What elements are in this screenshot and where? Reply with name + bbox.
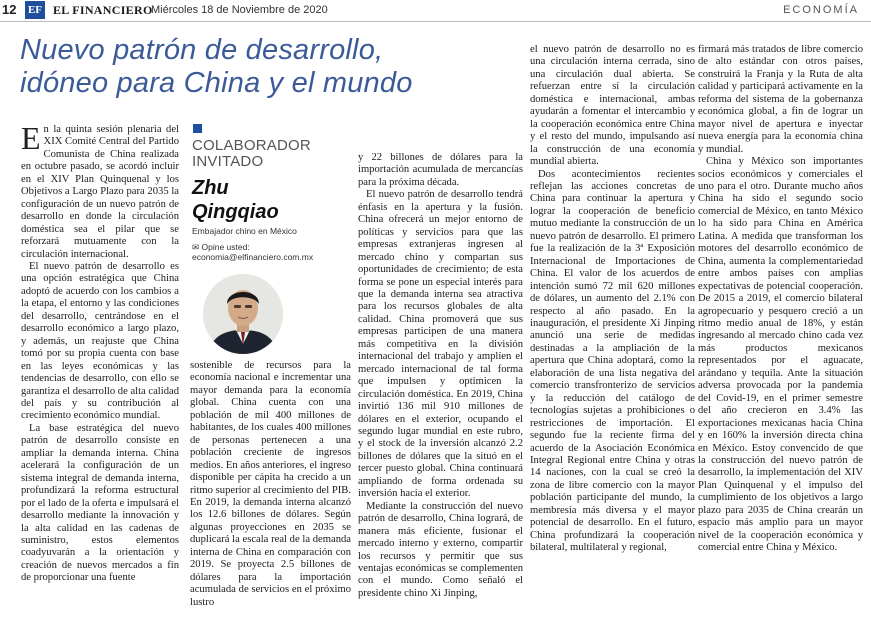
article-column-3 [358, 152, 523, 630]
article-column-2 [190, 360, 351, 630]
author-photo [203, 274, 283, 354]
issue-date: Miércoles 18 de Noviembre de 2020 [151, 4, 328, 16]
article-headline [20, 34, 510, 100]
author-box-accent [193, 124, 202, 133]
paragraph: firmará más tratados de libre comercio de alto estándar con otros países, construirá la Franja y la Ruta de alta calidad y participará activamente en la reforma del sistema de la gobernanza económica global, a fin de lograr un mayor nivel de apertura e inyectar nueva energía para la economía china y mundial. [698, 44, 863, 155]
publication-name: EL FINANCIERO [53, 3, 153, 17]
comment-icon: ✉ [192, 242, 202, 252]
page-number: 12 [2, 2, 17, 17]
headline-line-2: idóneo para China y el mundo [20, 67, 413, 99]
paragraph: sostenible de recursos para la economía nacional e incrementar una mayor demanda para la economía global. China cuenta con una población de mil 400 millones de habitantes, de los cuales 400 millones de personas pertenecen a una población creciente de ingresos medios. En años anteriores, el ingreso disponible per cápita ha crecido a un ritmo superior al crecimiento del PIB. En 2019, la demanda interna alcanzó los 12.6 billones de dólares. Según algunas proyecciones en 2035 se duplicará la escala real de la demanda interna de China en comparación con 2019. Se proyecta 2.5 billones de dólares para la importación acumulada de servicios en el próximo lustro [190, 360, 351, 608]
newspaper-logo-icon: EF [25, 1, 45, 19]
paragraph: Mediante la construcción del nuevo patrón de desarrollo, China logrará, de manera más eficiente, fusionar el mercado interno y externo, compartir los recursos y permitir que sus ventajas económicas se complementen con el mundo. Como señaló el presidente chino Xi Jinping, [358, 500, 523, 599]
headline-line-1: Nuevo patrón de desarrollo, [20, 34, 384, 66]
section-name: ECONOMÍA [783, 4, 859, 16]
paragraph: En la quinta sesión plenaria del XIX Comité Central del Partido Comunista de China realizada en octubre pasado, se acordó incluir en el XIV Plan Quinquenal y los Objetivos a Largo Plazo para 2035 la configuración de un nuevo patrón de desarrollo en donde la circulación doméstica sea el pilar que se reforzará mutuamente con la circulación internacional. [21, 124, 179, 260]
article-column-4 [530, 44, 695, 630]
paragraph: y 22 billones de dólares para la importación acumulada de mercancías para la próxima década. [358, 152, 523, 188]
paragraph: el nuevo patrón de desarrollo no es una circulación interna cerrada, sino una circulación dual abierta. Se refuerzan entre sí la circulación doméstica e internacional, ambas ayudarán a fomentar el intercambio y la cooperación económica entre China y el resto del mundo, impulsando así la construcción de una economía mundial abierta. [530, 44, 695, 168]
article-column-1 [21, 124, 179, 629]
author-email: economia@elfinanciero.com.mx [192, 252, 314, 262]
header-divider [0, 21, 871, 22]
article-column-5 [698, 44, 863, 630]
author-role: Embajador chino en México [192, 226, 297, 236]
author-box-label: COLABORADOR INVITADO [192, 137, 311, 170]
paragraph: La base estratégica del nuevo patrón de desarrollo consiste en ampliar la demanda interna. China acelerará la configuración de un sistema integral de demanda interna, profundizará la reforma estructural por el lado de la oferta e impulsará el desarrollo mediante la innovación y la alta calidad en las cadenas de suministro, estos elementos coadyuvarán a la orientación y creación de nuevos mercados a fin de proporcionar una fuente [21, 422, 179, 584]
paragraph: El nuevo patrón de desarrollo es una opción estratégica que China adoptó de acuerdo con los cambios a la etapa, el entorno y las condiciones del desarrollo, centrándose en el desarrollo económico a largo plazo, y además, un reajuste que China tomó por su propia cuenta con base en las leyes económicas y las tendencias de desarrollo, con ello se garantiza el desarrollo de alta calidad del país y su contribución al crecimiento económico mundial. [21, 260, 179, 422]
paragraph: Dos acontecimientos recientes reflejan las acciones concretas de China para continuar la apertura y lograr la cooperación de beneficio mutuo mediante la construcción de un nuevo patrón de desarrollo. El primero fue la realización de la 3ª Exposición Internacional de Importaciones de China. El valor de los acuerdos de intención sumó 72 mil 620 millones de dólares, un aumento del 2.1% con respecto al año pasado. En la inauguración, el presidente Xi Jinping anunció una serie de medidas destinadas a la ampliación de la apertura que China adoptará, como la elaboración de una lista negativa del comercio transfronterizo de servicios y la reducción del catálogo de tecnologías sujetas a prohibiciones o restricciones de importación. El segundo fue la reciente firma del acuerdo de la Asociación Económica Integral Regional entre China y otras 14 naciones, con la cual se creó la zona de libre comercio con la mayor población participante del mundo, la membresía más diversa y el mayor potencial de desarrollo. En el futuro, China profundizará la cooperación bilateral, multilateral y regional, [530, 168, 695, 554]
paragraph: El nuevo patrón de desarrollo tendrá énfasis en la apertura y la fusión. China ofrecerá un mejor entorno de políticas y servicios para que las empresas extranjeras ingresen al mercado chino y compartan sus oportunidades de crecimiento; de esta forma se pone un especial interés para que la demanda interna sea atractiva para los recursos globales de alta calidad. China promoverá que sus empresas participen de una manera más competitiva en la división internacional del trabajo y amplíen el mercado internacional de tal forma que impulsen y optimicen la circulación doméstica. En 2019, China invirtió 136 mil 910 millones de dólares en el exterior, ocupando el segundo lugar mundial en este rubro, y el stock de la inversión alcanzó 2.2 billones de dólares que la situó en el tercer puesto global. China continuará ampliando de forma ordenada su inversión hacia el exterior. [358, 189, 523, 500]
author-portrait-icon [203, 274, 283, 354]
author-box [190, 124, 350, 354]
drop-cap: E [21, 124, 41, 156]
author-contact: ✉ Opine usted: economia@elfinanciero.com.mx [192, 242, 314, 262]
paragraph: China y México son importantes socios económicos y comerciales el uno para el otro. Durante mucho años China ha sido el segundo socio comercial de México, en tanto México lo ha sido para China en América Latina. A medida que transforman los motores del desarrollo económico de China, aumenta la complementariedad entre ambos países con amplias expectativas de potencial cooperación. De 2015 a 2019, el comercio bilateral agropecuario y pesquero creció a un ritmo medio anual de 18%, y están ingresando al mercado chino cada vez más productos mexicanos representados por el aguacate, arándano y tequila. Ante la situación adversa provocada por la pandemia del Covid-19, en el primer semestre del año crecieron en 3.4% las exportaciones mexicanas hacia China y en 160% la inversión directa china en México. Estoy convencido de que la construcción del nuevo patrón de desarrollo, la implementación del XIV Plan Quinquenal y el impulso del cumplimiento de los objetivos a largo plazo para 2035 de China crearán un espacio más amplio para un mayor nivel de la cooperación económica y comercial entre China y México. [698, 156, 863, 554]
author-name: Zhu Qingqiao [192, 177, 279, 223]
page-header [0, 0, 871, 22]
